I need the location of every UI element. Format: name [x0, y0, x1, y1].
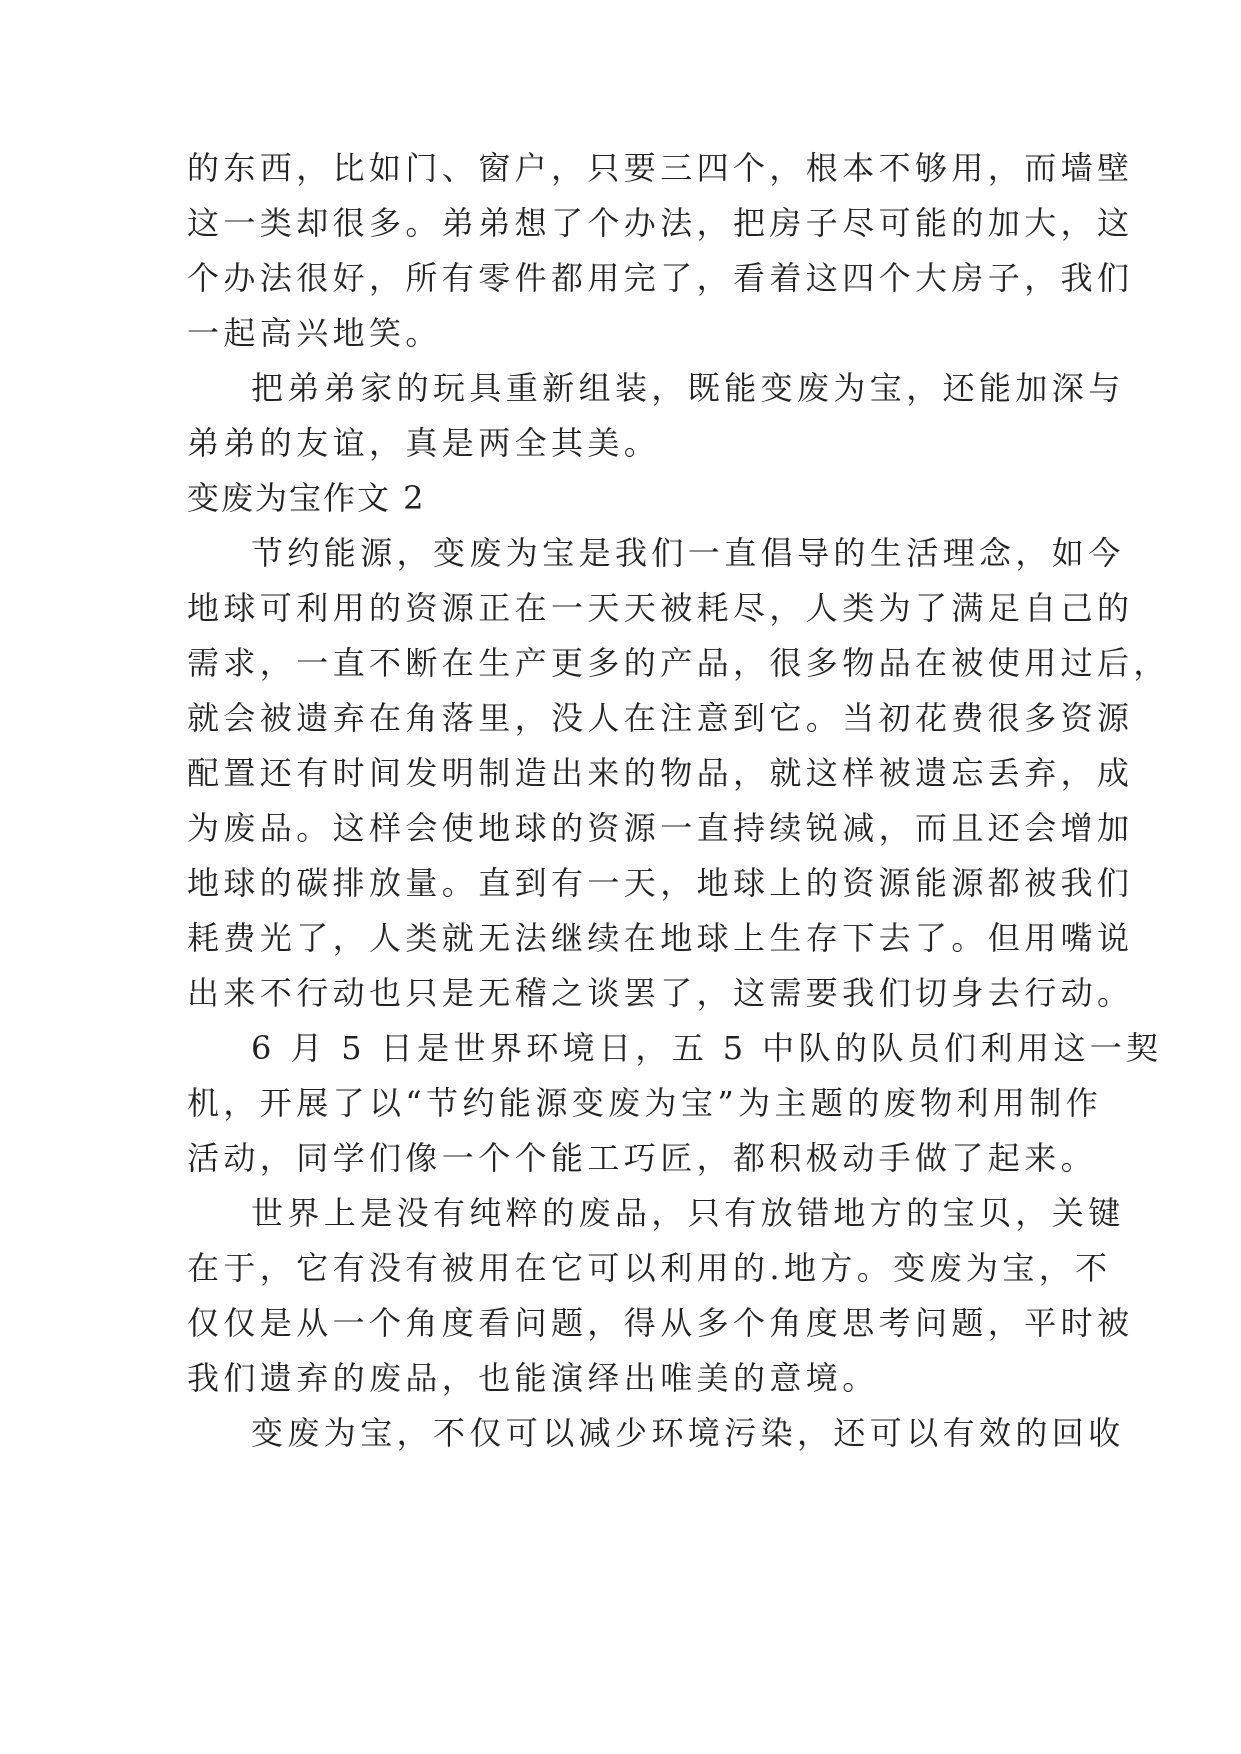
text-line: 的东西，比如门、窗户，只要三四个，根本不够用，而墙壁 — [187, 149, 1134, 187]
text-line: 变废为宝，不仅可以减少环境污染，还可以有效的回收 — [251, 1414, 1125, 1452]
text-line: 需求，一直不断在生产更多的产品，很多物品在被使用过后， — [187, 644, 1170, 682]
text-line: 地球可利用的资源正在一天天被耗尽，人类为了满足自己的 — [187, 589, 1134, 627]
text-line: 出来不行动也只是无稽之谈罢了，这需要我们切身去行动。 — [187, 974, 1134, 1012]
section-heading: 变废为宝作文 2 — [187, 479, 426, 517]
text-line: 这一类却很多。弟弟想了个办法，把房子尽可能的加大，这 — [187, 204, 1134, 242]
text-line: 就会被遗弃在角落里，没人在注意到它。当初花费很多资源 — [187, 699, 1134, 737]
text-line: 仅仅是从一个角度看问题，得从多个角度思考问题，平时被 — [187, 1304, 1134, 1342]
text-line: 弟弟的友谊，真是两全其美。 — [187, 424, 661, 462]
text-line: 耗费光了，人类就无法继续在地球上生存下去了。但用嘴说 — [187, 919, 1134, 957]
text-line: 一起高兴地笑。 — [187, 314, 442, 352]
text-line: 活动，同学们像一个个能工巧匠，都积极动手做了起来。 — [187, 1139, 1098, 1177]
text-line: 节约能源，变废为宝是我们一直倡导的生活理念，如今 — [251, 534, 1125, 572]
text-line: 世界上是没有纯粹的废品，只有放错地方的宝贝，关键 — [251, 1194, 1125, 1232]
text-line: 为废品。这样会使地球的资源一直持续锐减，而且还会增加 — [187, 809, 1134, 847]
text-line: 6 月 5 日是世界环境日，五 5 中队的队员们利用这一契 — [251, 1029, 1163, 1067]
text-line: 个办法很好，所有零件都用完了，看着这四个大房子，我们 — [187, 259, 1134, 297]
text-line: 我们遗弃的废品，也能演绎出唯美的意境。 — [187, 1359, 879, 1397]
text-line: 把弟弟家的玩具重新组装，既能变废为宝，还能加深与 — [251, 369, 1125, 407]
text-line: 配置还有时间发明制造出来的物品，就这样被遗忘丢弃，成 — [187, 754, 1134, 792]
text-line: 机，开展了以“节约能源变废为宝”为主题的废物利用制作 — [187, 1084, 1103, 1122]
text-line: 地球的碳排放量。直到有一天，地球上的资源能源都被我们 — [187, 864, 1134, 902]
text-line: 在于，它有没有被用在它可以利用的.地方。变废为宝，不 — [187, 1249, 1112, 1287]
